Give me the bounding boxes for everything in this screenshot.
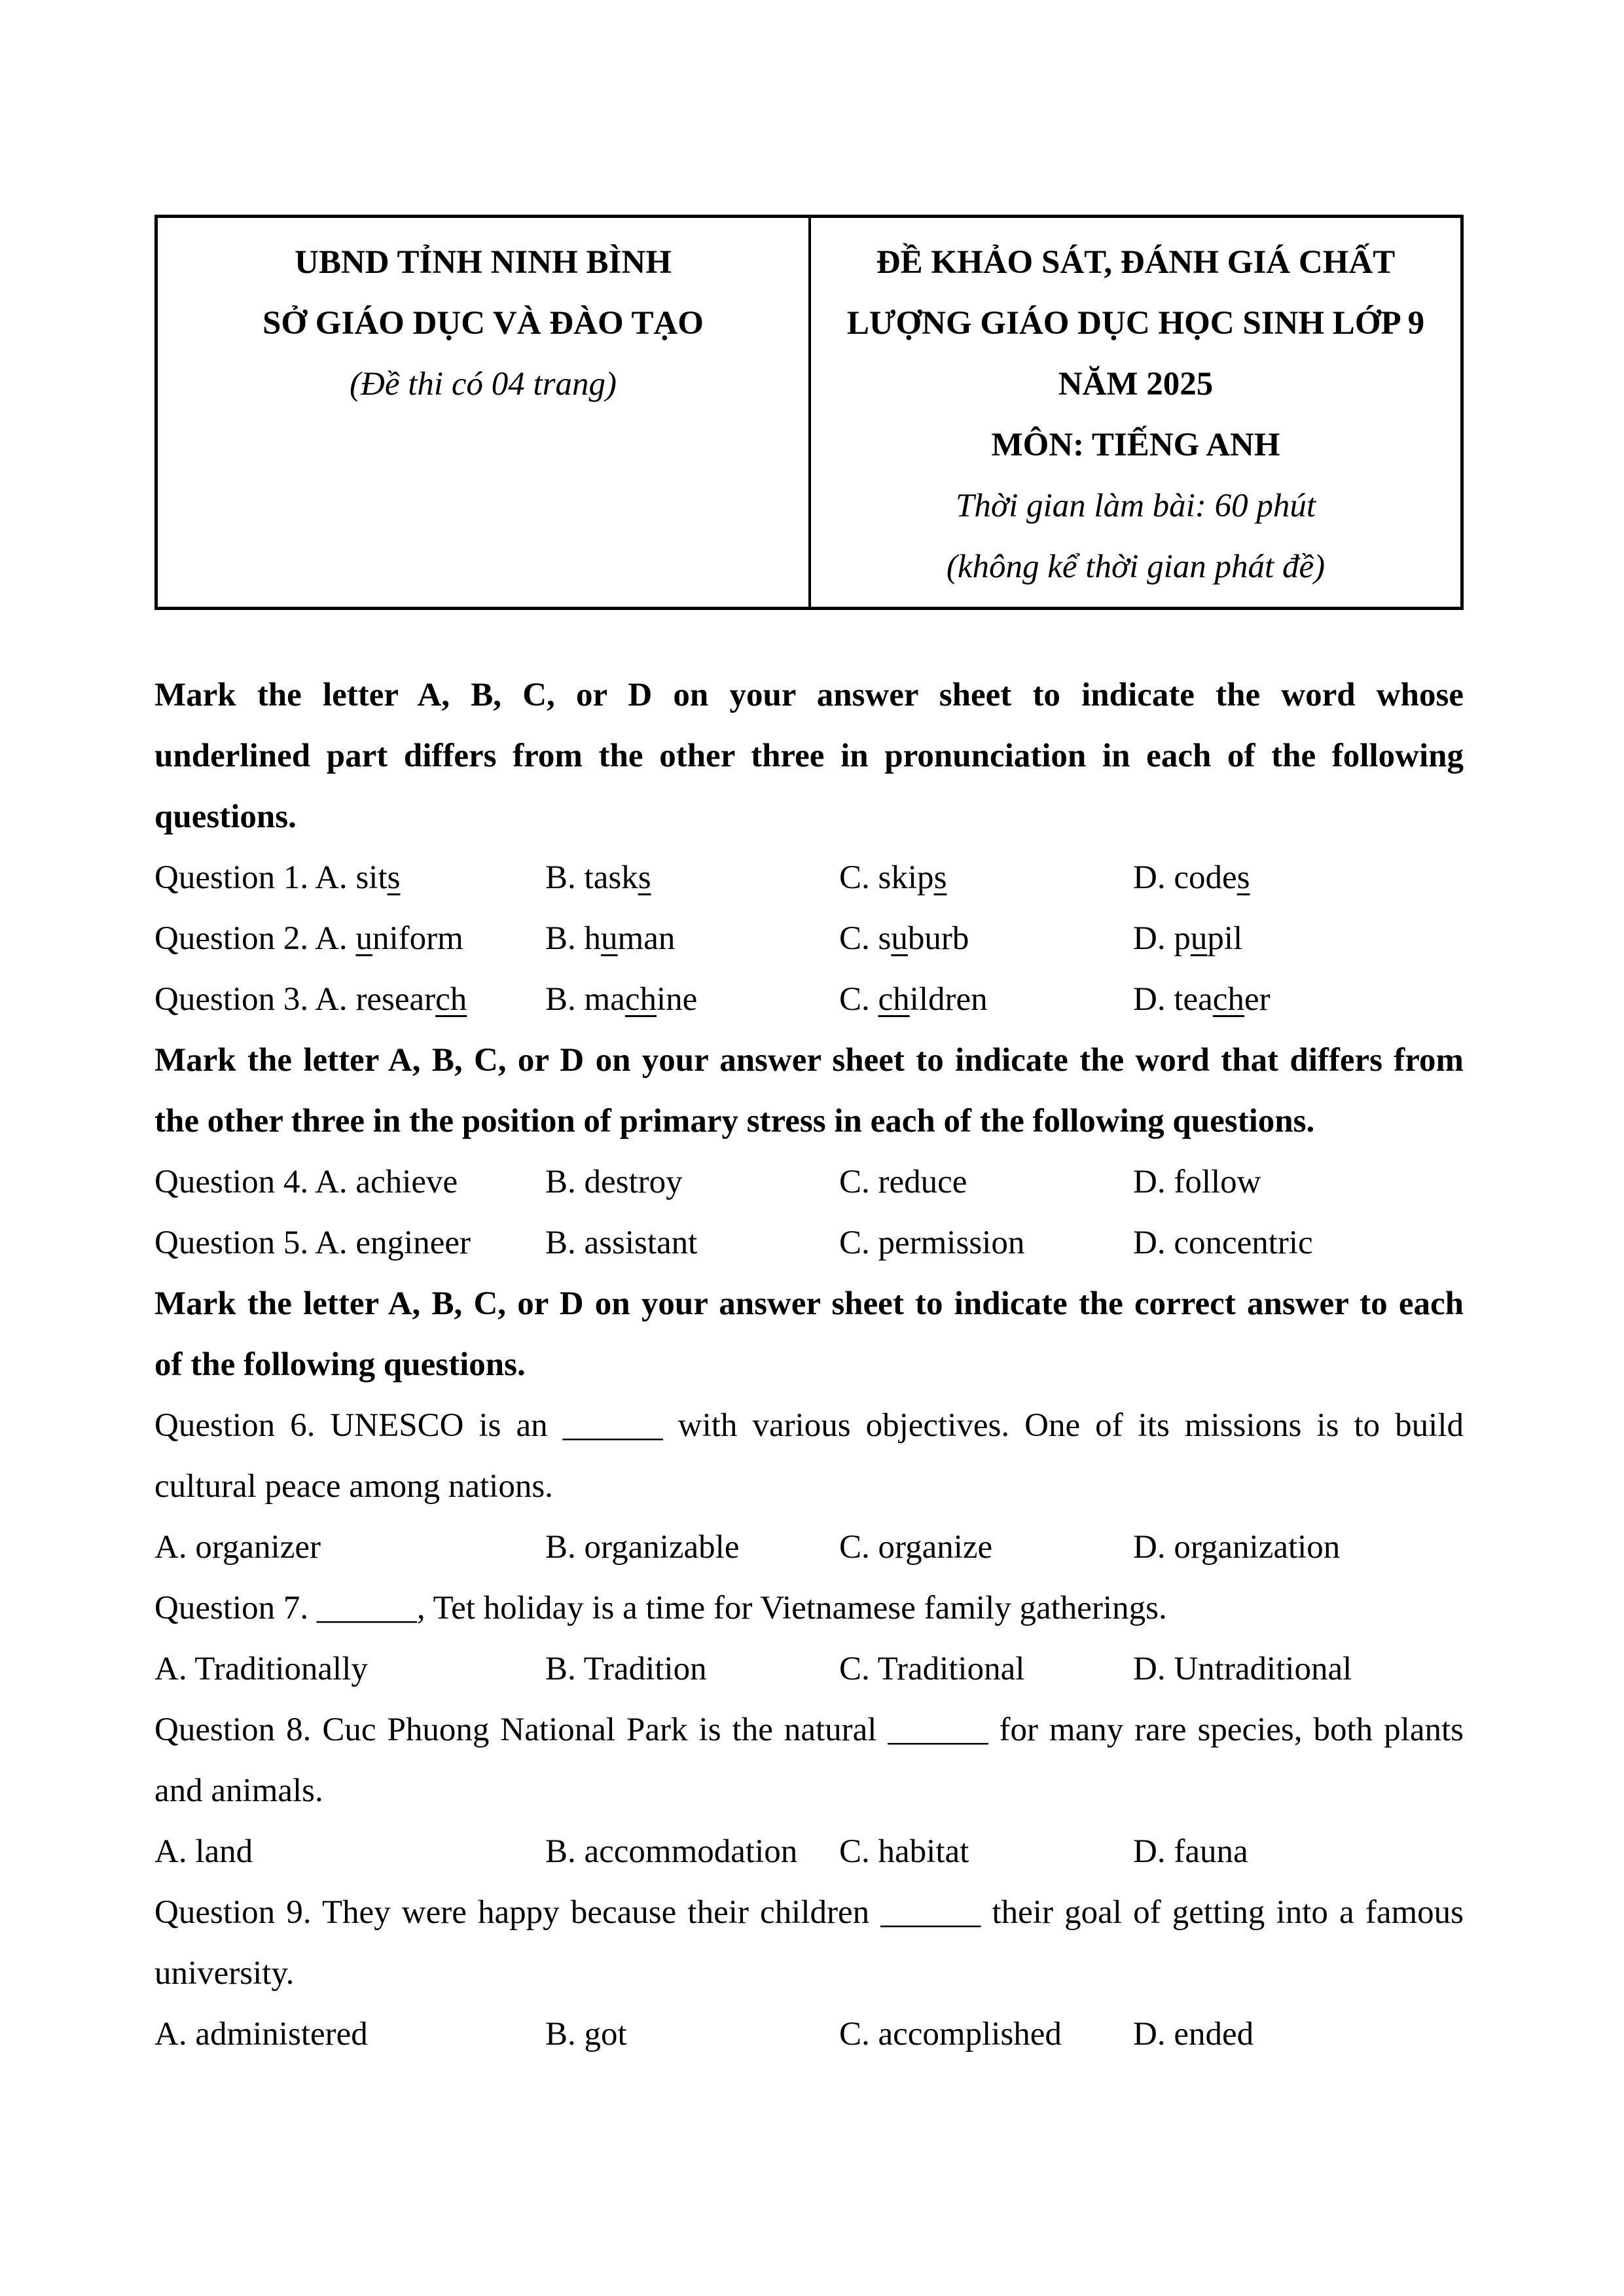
option-a[interactable]: A. administered <box>154 2016 368 2053</box>
option-a[interactable]: A. Traditionally <box>154 1651 368 1687</box>
section-instruction: of the following questions. <box>154 1346 526 1383</box>
option-word-part: er <box>1244 981 1271 1018</box>
option-label: D. <box>1133 981 1174 1018</box>
option-label: A. <box>315 981 356 1018</box>
option-b[interactable]: B. accommodation <box>545 1833 798 1870</box>
option-word-part: tea <box>1174 981 1213 1018</box>
options-row <box>154 1517 1464 1578</box>
option-a[interactable]: A. organizer <box>154 1529 321 1566</box>
exam-title-line2: LƯỢNG GIÁO DỤC HỌC SINH LỚP 9 <box>846 305 1425 342</box>
underlined-part: ch <box>435 981 467 1018</box>
option-label: A. <box>315 920 356 957</box>
option-word-part: ildren <box>909 981 988 1018</box>
question-number: Question 5. <box>154 1225 316 1261</box>
option-c[interactable]: C. reduce <box>839 1164 967 1200</box>
option-label: D. <box>1133 920 1174 957</box>
underlined-part: s <box>1236 859 1250 896</box>
option-label: C. <box>839 981 878 1018</box>
stem-text: , Tet holiday is a time for Vietnamese family gatherings. <box>416 1590 1167 1626</box>
question-stem: university. <box>154 1955 295 1992</box>
question-number: Question 4. <box>154 1164 316 1200</box>
header-right-cell <box>811 218 1460 607</box>
option-d[interactable]: D. ended <box>1133 2016 1254 2053</box>
stem-text: Question 6. UNESCO is an <box>154 1407 563 1444</box>
underlined-part: u <box>891 920 908 957</box>
question-number: Question 1. <box>154 859 316 896</box>
underlined-part: ch <box>878 981 910 1018</box>
option-b[interactable] <box>545 848 839 908</box>
option-c[interactable] <box>839 848 1133 908</box>
option-word-part: s <box>878 920 892 957</box>
question-row <box>154 1152 1464 1213</box>
answer-blank: ______ <box>562 1407 663 1444</box>
answer-blank: ______ <box>316 1590 417 1626</box>
option-d[interactable]: D. concentric <box>1133 1225 1313 1261</box>
option-b[interactable]: B. organizable <box>545 1529 740 1566</box>
options-row <box>154 1821 1464 1882</box>
answer-blank: ______ <box>880 1894 981 1931</box>
underlined-part: s <box>638 859 651 896</box>
option-word-part: task <box>584 859 638 896</box>
option-word-part: burb <box>907 920 969 957</box>
exam-subject: MÔN: TIẾNG ANH <box>991 427 1280 463</box>
option-d[interactable] <box>1133 908 1464 969</box>
option-label: C. <box>839 859 878 896</box>
question-stem: and animals. <box>154 1772 323 1809</box>
option-d[interactable]: D. Untraditional <box>1133 1651 1352 1687</box>
option-word-part: skip <box>878 859 934 896</box>
section-instruction: Mark the letter A, B, C, or D on your answer sheet to indicate the correct answer to each <box>154 1285 1464 1322</box>
option-a[interactable]: A. land <box>154 1833 253 1870</box>
question-row <box>154 848 1464 908</box>
underlined-part: u <box>1190 920 1208 957</box>
option-label: B. <box>545 981 585 1018</box>
underlined-part: s <box>387 859 401 896</box>
header-table <box>154 215 1464 610</box>
option-word-part: niform <box>372 920 463 957</box>
section-instruction: Mark the letter A, B, C, or D on your answer sheet to indicate the word whose <box>154 677 1464 713</box>
option-label: B. <box>545 920 585 957</box>
underlined-part: u <box>601 920 618 957</box>
authority-name: UBND TỈNH NINH BÌNH <box>295 244 672 281</box>
option-b[interactable]: B. got <box>545 2016 627 2053</box>
option-a[interactable] <box>154 969 545 1030</box>
option-a[interactable] <box>154 848 545 908</box>
option-c[interactable]: C. habitat <box>839 1833 969 1870</box>
option-label: D. <box>1133 859 1174 896</box>
option-word-part: man <box>617 920 676 957</box>
underlined-part: ch <box>624 981 657 1018</box>
option-text: A. achieve <box>315 1164 458 1200</box>
option-d[interactable] <box>1133 848 1464 908</box>
option-c[interactable] <box>839 969 1133 1030</box>
question-row <box>154 908 1464 969</box>
options-row <box>154 1639 1464 1700</box>
stem-text: Question 9. They were happy because their children <box>154 1894 881 1931</box>
option-word-part: pil <box>1207 920 1243 957</box>
option-word-part: ma <box>584 981 625 1018</box>
option-a[interactable] <box>154 1152 545 1213</box>
exam-title-line1: ĐỀ KHẢO SÁT, ĐÁNH GIÁ CHẤT <box>876 244 1396 281</box>
exam-content <box>154 665 1464 2065</box>
stem-text: their goal of getting into a famous <box>981 1894 1464 1931</box>
section-instruction: questions. <box>154 798 297 835</box>
option-d[interactable]: D. fauna <box>1133 1833 1248 1870</box>
underlined-part: s <box>933 859 947 896</box>
question-row <box>154 969 1464 1030</box>
option-b[interactable]: B. assistant <box>545 1225 698 1261</box>
option-b[interactable]: B. destroy <box>545 1164 683 1200</box>
option-d[interactable]: D. organization <box>1133 1529 1341 1566</box>
question-number: Question 3. <box>154 981 316 1018</box>
underlined-part: u <box>355 920 372 957</box>
options-row <box>154 2004 1464 2065</box>
page-count-note: (Đề thi có 04 trang) <box>350 366 617 403</box>
option-word-part: code <box>1174 859 1237 896</box>
stem-text: Question 7. <box>154 1590 317 1626</box>
question-stem <box>154 1578 1464 1639</box>
option-a[interactable] <box>154 908 545 969</box>
exam-duration-note: (không kể thời gian phát đề) <box>946 548 1326 585</box>
exam-year: NĂM 2025 <box>1058 366 1214 403</box>
underlined-part: ch <box>1212 981 1244 1018</box>
option-word-part: ine <box>656 981 698 1018</box>
option-d[interactable] <box>1133 969 1464 1030</box>
department-name: SỞ GIÁO DỤC VÀ ĐÀO TẠO <box>262 305 704 342</box>
question-stem <box>154 1700 1464 1761</box>
option-c[interactable]: C. permission <box>839 1225 1025 1261</box>
option-label: A. <box>315 859 356 896</box>
option-b[interactable] <box>545 908 839 969</box>
header-left-cell <box>158 218 811 607</box>
option-c[interactable]: C. accomplished <box>839 2016 1062 2053</box>
option-word-part: h <box>584 920 602 957</box>
option-word-part: sit <box>355 859 388 896</box>
option-word-part: p <box>1174 920 1191 957</box>
exam-duration: Thời gian làm bài: 60 phút <box>956 488 1316 524</box>
answer-blank: ______ <box>888 1712 988 1748</box>
section-instruction: the other three in the position of primary stress in each of the following questions. <box>154 1103 1315 1139</box>
question-stem <box>154 1882 1464 1943</box>
option-word-part: resear <box>355 981 436 1018</box>
section-instruction: underlined part differs from the other three in pronunciation in each of the following <box>154 738 1464 774</box>
question-row <box>154 1213 1464 1274</box>
question-stem: cultural peace among nations. <box>154 1468 553 1505</box>
option-label: B. <box>545 859 585 896</box>
stem-text: with various objectives. One of its missions is to build <box>662 1407 1464 1444</box>
option-d[interactable]: D. follow <box>1133 1164 1261 1200</box>
stem-text: for many rare species, both plants <box>988 1712 1464 1748</box>
option-c[interactable] <box>839 908 1133 969</box>
option-a[interactable] <box>154 1213 545 1274</box>
option-label: C. <box>839 920 878 957</box>
question-number: Question 2. <box>154 920 316 957</box>
option-c[interactable]: C. organize <box>839 1529 993 1566</box>
option-c[interactable]: C. Traditional <box>839 1651 1025 1687</box>
option-b[interactable]: B. Tradition <box>545 1651 707 1687</box>
option-b[interactable] <box>545 969 839 1030</box>
question-stem <box>154 1395 1464 1456</box>
option-text: A. engineer <box>315 1225 471 1261</box>
stem-text: Question 8. Cuc Phuong National Park is the natural <box>154 1712 888 1748</box>
section-instruction: Mark the letter A, B, C, or D on your answer sheet to indicate the word that differs from <box>154 1042 1464 1079</box>
